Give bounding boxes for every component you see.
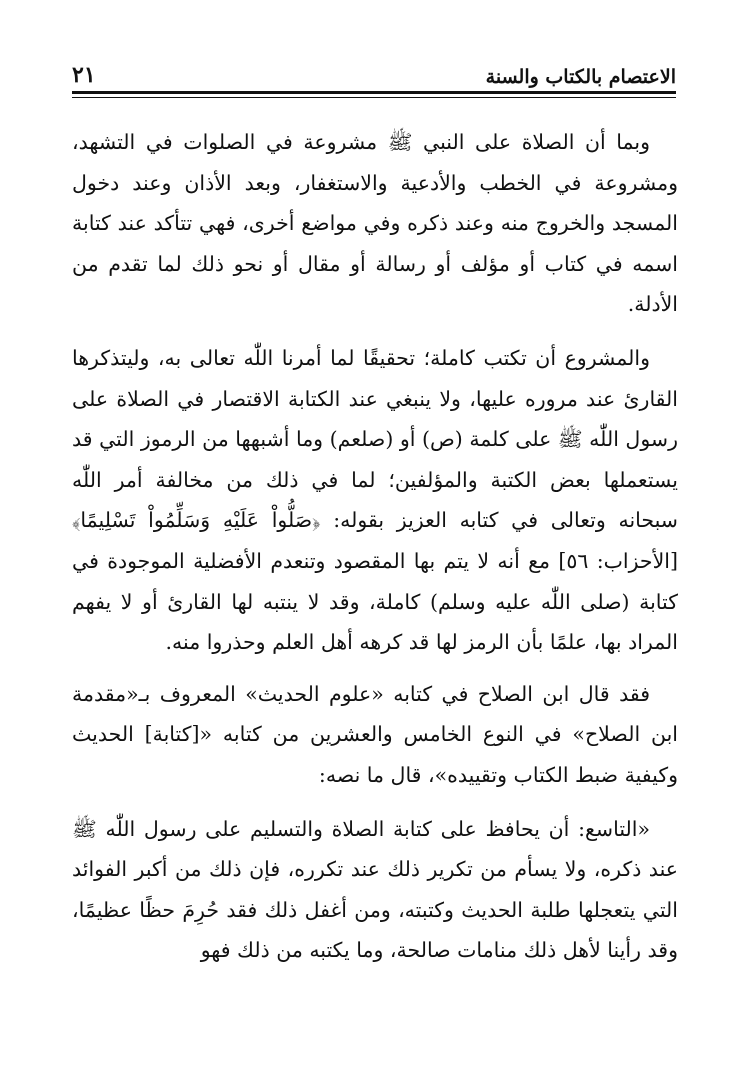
body-text bbox=[72, 122, 678, 984]
paragraph-4: «التاسع: أن يحافظ على كتابة الصلاة والتسليم على رسول اللّٰه ﷺ عند ذكره، ولا يسأم من تكرير ذلك عند تكرره، فإن ذلك من أكبر الفوائد التي يتعجلها طلبة الحديث وكتبته، ومن أغفل ذلك فقد حُرِمَ حظًا عظيمًا، وقد رأينا لأهل ذلك منامات صالحة، وما يكتبه من ذلك فهو bbox=[72, 816, 678, 963]
page-header bbox=[72, 58, 676, 88]
paragraph-3: فقد قال ابن الصلاح في كتابه «علوم الحديث» المعروف بـ«مقدمة ابن الصلاح» في النوع الخامس والعشرين من كتابه «[كتابة] الحديث وكيفية ضبط الكتاب وتقييده»، قال ما نصه: bbox=[72, 681, 678, 787]
header-rule-thin bbox=[72, 97, 676, 98]
paragraph-1: وبما أن الصلاة على النبي ﷺ مشروعة في الصلوات في التشهد، ومشروعة في الخطب والأدعية والاستغفار، وبعد الأذان وعند دخول المسجد والخروج منه وعند ذكره وفي مواضع أخرى، فهي تتأكد عند كتابة اسمه في كتاب أو مؤلف أو رسالة أو مقال أو نحو ذلك لما تقدم من الأدلة. bbox=[72, 130, 678, 317]
header-rule-thick bbox=[72, 91, 676, 94]
paragraph-2: والمشروع أن تكتب كاملة؛ تحقيقًا لما أمرنا اللّٰه تعالى به، وليتذكرها القارئ عند مروره عليها، ولا ينبغي عند الكتابة الاقتصار في الصلاة على رسول اللّٰه ﷺ على كلمة (ص) أو (صلعم) وما أشبهها من الرموز التي قد يستعملها بعض الكتبة والمؤلفين؛ لما في ذلك من مخالفة أمر اللّٰه سبحانه وتعالى في كتابه العزيز بقوله: ﴿صَلُّواْ عَلَيْهِ وَسَلِّمُواْ تَسْلِيمًا﴾ [الأحزاب: ٥٦] مع أنه لا يتم بها المقصود وتنعدم الأفضلية الموجودة في كتابة (صلى اللّٰه عليه وسلم) كاملة، وقد لا ينتبه لها القارئ أو لا يفهم المراد بها، علمًا بأن الرمز لها قد كرهه أهل العلم وحذروا منه. bbox=[72, 345, 678, 655]
page-number: ٢١ bbox=[72, 62, 96, 88]
running-title: الاعتصام بالكتاب والسنة bbox=[485, 66, 676, 88]
